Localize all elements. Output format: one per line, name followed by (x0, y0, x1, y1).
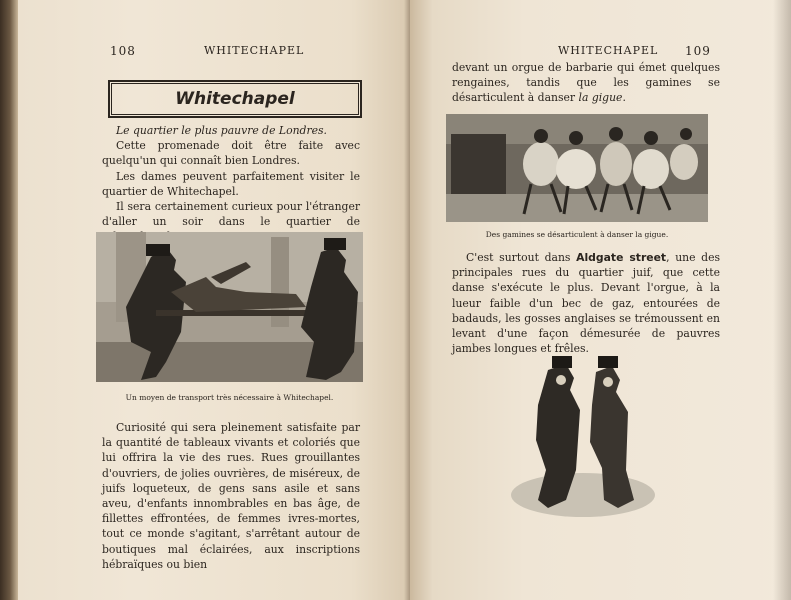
gigue-illustration (446, 114, 708, 222)
subtitle: Le quartier le plus pauvre de Londres. (116, 124, 327, 137)
stretcher-illustration (96, 232, 363, 382)
right-running-head: WHITECHAPEL (558, 44, 659, 57)
right-top-text (452, 60, 720, 106)
right-figure-caption: Des gamines se désarticulent à danser la gigue. (485, 230, 669, 239)
policemen-vignette (508, 350, 658, 520)
intro-paragraph-3: Il sera certainement curieux pour l'étranger d'aller un soir dans le quartier de (102, 200, 360, 229)
stretcher-drawing (96, 232, 363, 382)
left-page (18, 0, 410, 600)
left-body-paragraph: Curiosité qui sera pleinement satisfaite par la quantité de tableaux vivants et coloriés que lui offrira la vie des rues. Rues grouillantes d'ouvriers, de jolies ouvrières, de miséreux, de juifs loqueteux, de gens sans asile et sans aveu, d'enfants innombrables en bas âge, de fillettes effrontées, de femmes ivres-mortes, tout ce monde s'agitant, s'arrêtant autour de boutiques mal éclairées, aux inscriptions hébraïques ou bien (102, 421, 360, 571)
chapter-title-box (108, 80, 362, 118)
right-page-edge-shadow (773, 0, 791, 600)
left-body-text (102, 420, 360, 572)
left-running-head: WHITECHAPEL (204, 44, 305, 57)
left-figure-caption: Un moyen de transport très nécessaire à Whitechapel. (125, 393, 334, 402)
left-page-number: 108 (110, 44, 136, 58)
intro-paragraph-2: Les dames peuvent parfaitement visiter le quartier de Whitechapel. (102, 169, 360, 198)
intro-text (102, 123, 360, 245)
right-body-text (452, 250, 720, 356)
right-page (410, 0, 791, 600)
intro-paragraph-1: Cette promenade doit être faite avec quelqu'un qui connaît bien Londres. (102, 139, 360, 168)
chapter-title: Whitechapel (175, 89, 295, 109)
right-top-paragraph: devant un orgue de barbarie qui émet quelques rengaines, tandis que les gamines se désarticulent à danser la gigue. (452, 61, 720, 105)
policemen-drawing (508, 350, 658, 520)
right-page-number: 109 (685, 44, 711, 58)
dancing-girls-drawing (446, 114, 708, 222)
right-body-paragraph: C'est surtout dans Aldgate street, une des principales rues du quartier juif, que cette danse s'exécute le plus. Devant l'orgue, à la lueur faible d'un bec de gaz, entourées de badauds, les gosses anglaises se trémoussent en levant d'une façon démesurée de pauvres jambes longues et frêles. (452, 251, 720, 356)
